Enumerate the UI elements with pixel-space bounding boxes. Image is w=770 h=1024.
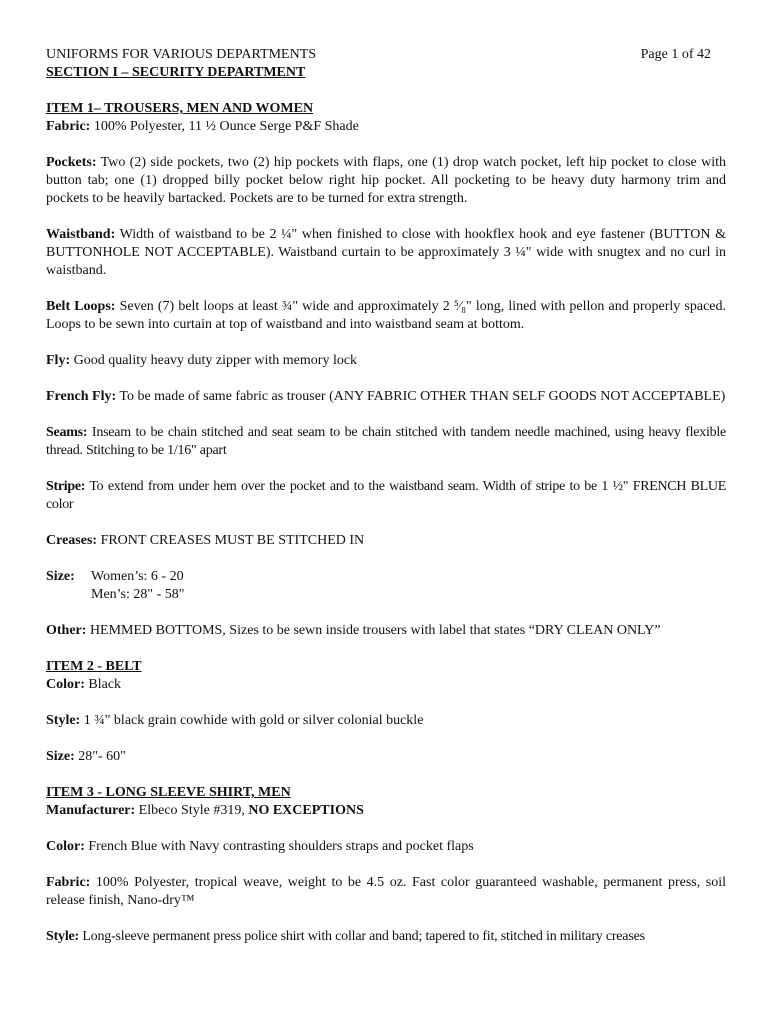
document-title: UNIFORMS FOR VARIOUS DEPARTMENTS — [46, 47, 317, 62]
page-header — [46, 46, 726, 64]
size-label: Size: — [46, 569, 75, 584]
item-1-heading: ITEM 1– TROUSERS, MEN AND WOMEN — [46, 101, 314, 116]
item-2-size: Size: 28"- 60" — [46, 749, 126, 764]
item-1-sizes — [46, 568, 726, 604]
item-1-french-fly: French Fly: To be made of same fabric as trouser (ANY FABRIC OTHER THAN SELF GOODS NOT ACCEPTABLE) — [46, 389, 726, 404]
item-3-manufacturer: Manufacturer: Elbeco Style #319, NO EXCEPTIONS — [46, 803, 364, 818]
item-1-other: Other: HEMMED BOTTOMS, Sizes to be sewn inside trousers with label that states “DRY CLEAN ONLY” — [46, 623, 661, 638]
item-2 — [46, 658, 726, 694]
page-number: Page 1 of 42 — [640, 47, 711, 62]
item-1-stripe: Stripe: To extend from under hem over the pocket and to the waistband seam. Width of stripe to be 1 ½" FRENCH BLUE color — [46, 479, 726, 512]
item-3 — [46, 784, 726, 820]
item-1-creases: Creases: FRONT CREASES MUST BE STITCHED IN — [46, 533, 365, 548]
item-1-seams: Seams: Inseam to be chain stitched and seat seam to be chain stitched with tandem needle machined, using heavy flexible thread. Stitching to be 1/16" apart — [46, 425, 726, 458]
item-3-color: Color: French Blue with Navy contrasting shoulders straps and pocket flaps — [46, 839, 474, 854]
item-2-heading: ITEM 2 - BELT — [46, 659, 142, 674]
item-2-color: Color: Black — [46, 677, 122, 692]
item-1-fly: Fly: Good quality heavy duty zipper with memory lock — [46, 353, 358, 368]
item-1-waistband: Waistband: Width of waistband to be 2 ¼" when finished to close with hookflex hook and eye fastener (BUTTON & BUTTONHOLE NOT ACCEPTABLE). Waistband curtain to be approximately 3 ¼" wide with snugtex and no curl in waistband. — [46, 227, 726, 278]
section-heading: SECTION I – SECURITY DEPARTMENT — [46, 65, 306, 80]
item-3-heading: ITEM 3 - LONG SLEEVE SHIRT, MEN — [46, 785, 291, 800]
size-men: Men’s: 28" - 58" — [91, 587, 185, 602]
size-women: Women’s: 6 - 20 — [91, 569, 184, 584]
item-2-style: Style: 1 ¾" black grain cowhide with gold or silver colonial buckle — [46, 713, 424, 728]
item-1-pockets: Pockets: Two (2) side pockets, two (2) hip pockets with flaps, one (1) drop watch pocket, left hip pocket to close with button tab; one (1) dropped billy pocket below right hip pocket. All pocketing to be heavy duty harmony trim and pockets to be heavily bartacked. Pockets are to be turned for extra strength. — [46, 155, 726, 206]
item-3-style: Style: Long-sleeve permanent press police shirt with collar and band; tapered to fit, stitched in military creases — [46, 929, 645, 944]
item-3-fabric: Fabric: 100% Polyester, tropical weave, weight to be 4.5 oz. Fast color guaranteed washable, permanent press, soil release finish, Nano-dry™ — [46, 875, 726, 908]
item-1 — [46, 100, 726, 136]
item-1-fabric: Fabric: 100% Polyester, 11 ½ Ounce Serge P&F Shade — [46, 119, 359, 134]
item-1-belt-loops: Belt Loops: Seven (7) belt loops at least ¾" wide and approximately 2 ⁵⁄₈" long, lined with pellon and properly spaced. Loops to be sewn into curtain at top of waistband and into waistband seam at bottom. — [46, 299, 726, 332]
document-page — [46, 46, 726, 946]
